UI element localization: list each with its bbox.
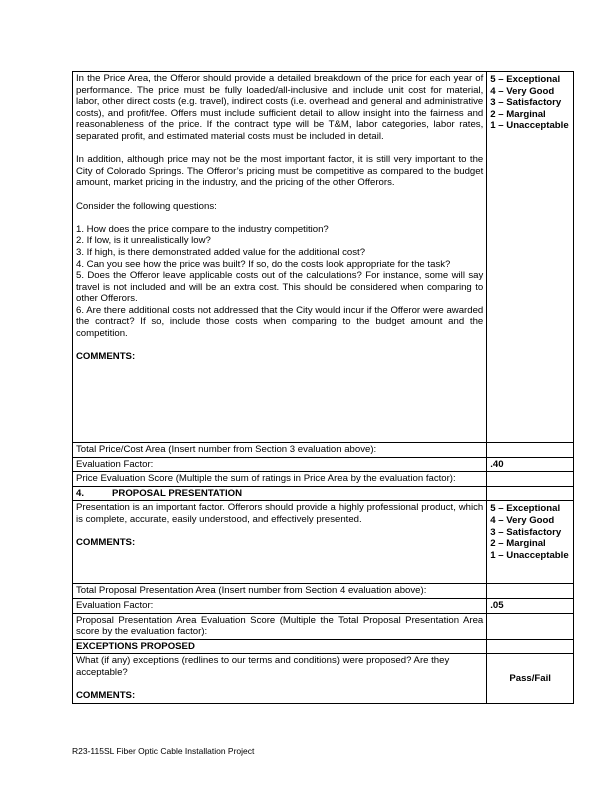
price-para-3: Consider the following questions: bbox=[76, 200, 217, 212]
price-factor-label: Evaluation Factor: bbox=[73, 457, 487, 472]
price-question-1: 1. How does the price compare to the industry competition? bbox=[76, 223, 329, 235]
price-question-5: 5. Does the Offeror leave applicable costs out of the calculations? For instance, some will say travel is not included and will be an extra cost. This should be considered when comparing to other Offerors. bbox=[76, 270, 484, 305]
price-question-2: 2. If low, is it unrealistically low? bbox=[76, 235, 211, 247]
price-para-2: In addition, although price may not be the most important factor, it is still very important to the City of Colorado Springs. The Offeror’s pricing must be competitive as compared to the budget amount, market pricing in the industry, and the pricing of the other Offerors. bbox=[76, 154, 484, 189]
presentation-rating-scale bbox=[487, 501, 574, 584]
rating-4: 4 – Very Good bbox=[490, 514, 555, 526]
exceptions-header-row bbox=[73, 639, 574, 654]
rating-1: 1 – Unacceptable bbox=[490, 120, 569, 132]
price-para-1: In the Price Area, the Offeror should provide a detailed breakdown of the price for each year of performance. The price must be fully loaded/all-inclusive and include unit cost for material, labor, other direct costs (e.g. travel), indirect costs (i.e. overhead and general and administrative costs), and profit/fee. Offers must include sufficient detail to allow insight into the fairness and reasonableness of the price. If the contract type will be T&M, labor categories, labor rates, separated profit, and estimated material costs must be included in detail. bbox=[76, 73, 484, 142]
price-question-6: 6. Are there additional costs not addressed that the City would incur if the Offeror were awarded the contract? If so, include those costs when comparing to the budget amount and the competition. bbox=[76, 304, 484, 340]
presentation-total-value[interactable] bbox=[487, 584, 574, 599]
exceptions-title: EXCEPTIONS PROPOSED bbox=[73, 639, 487, 654]
presentation-factor-label: Evaluation Factor: bbox=[73, 598, 487, 613]
presentation-row bbox=[73, 501, 574, 584]
presentation-score-row bbox=[73, 613, 574, 639]
price-question-3: 3. If high, is there demonstrated added value for the additional cost? bbox=[76, 246, 366, 258]
presentation-number: 4. bbox=[76, 487, 85, 499]
price-question-4: 4. Can you see how the price was built? If so, do the costs look appropriate for the task? bbox=[76, 258, 451, 270]
price-rating-scale bbox=[487, 72, 574, 443]
rating-3: 3 – Satisfactory bbox=[490, 97, 562, 109]
rating-5: 5 – Exceptional bbox=[490, 74, 561, 85]
price-total-label: Total Price/Cost Area (Insert number from Section 3 evaluation above): bbox=[73, 443, 487, 458]
presentation-header-row bbox=[73, 486, 574, 501]
rating-1: 1 – Unacceptable bbox=[490, 549, 569, 561]
presentation-score-value[interactable] bbox=[487, 613, 574, 639]
presentation-cell bbox=[73, 501, 487, 584]
exceptions-result: Pass/Fail bbox=[487, 654, 574, 703]
rating-2: 2 – Marginal bbox=[490, 108, 546, 120]
price-area-row bbox=[73, 72, 574, 443]
price-total-row bbox=[73, 443, 574, 458]
presentation-total-label: Total Proposal Presentation Area (Insert number from Section 4 evaluation above): bbox=[73, 584, 487, 599]
presentation-factor-row bbox=[73, 598, 574, 613]
presentation-factor-value: .05 bbox=[487, 598, 574, 613]
exceptions-row bbox=[73, 654, 574, 703]
rating-3: 3 – Satisfactory bbox=[490, 526, 562, 538]
rating-2: 2 – Marginal bbox=[490, 538, 546, 550]
presentation-text: Presentation is an important factor. Offerors should provide a highly professional product, which is complete, accurate, easily understood, and effectively presented. bbox=[76, 502, 484, 525]
price-total-value[interactable] bbox=[487, 443, 574, 458]
exceptions-comments-label: COMMENTS: bbox=[76, 690, 136, 702]
presentation-total-row bbox=[73, 584, 574, 599]
presentation-header-empty bbox=[487, 486, 574, 501]
exceptions-question: What (if any) exceptions (redlines to our terms and conditions) were proposed? Are they acceptable? bbox=[76, 655, 450, 678]
presentation-score-label: Proposal Presentation Area Evaluation Score (Multiple the Total Proposal Presentation Area score by the evaluation factor): bbox=[73, 613, 487, 639]
price-score-value[interactable] bbox=[487, 472, 574, 487]
price-score-row bbox=[73, 472, 574, 487]
price-area-cell bbox=[73, 72, 487, 443]
exceptions-header-empty bbox=[487, 639, 574, 654]
evaluation-table bbox=[72, 71, 574, 704]
price-score-label: Price Evaluation Score (Multiple the sum of ratings in Price Area by the evaluation factor): bbox=[73, 472, 487, 487]
presentation-comments-label: COMMENTS: bbox=[76, 537, 136, 549]
price-factor-value: .40 bbox=[487, 457, 574, 472]
rating-5: 5 – Exceptional bbox=[490, 503, 561, 515]
exceptions-cell bbox=[73, 654, 487, 703]
presentation-title: PROPOSAL PRESENTATION bbox=[112, 487, 243, 499]
page-footer: R23-115SL Fiber Optic Cable Installation Project bbox=[72, 746, 255, 756]
price-comments-label: COMMENTS: bbox=[76, 351, 136, 363]
presentation-heading bbox=[73, 486, 487, 501]
price-factor-row bbox=[73, 457, 574, 472]
rating-4: 4 – Very Good bbox=[490, 85, 555, 97]
